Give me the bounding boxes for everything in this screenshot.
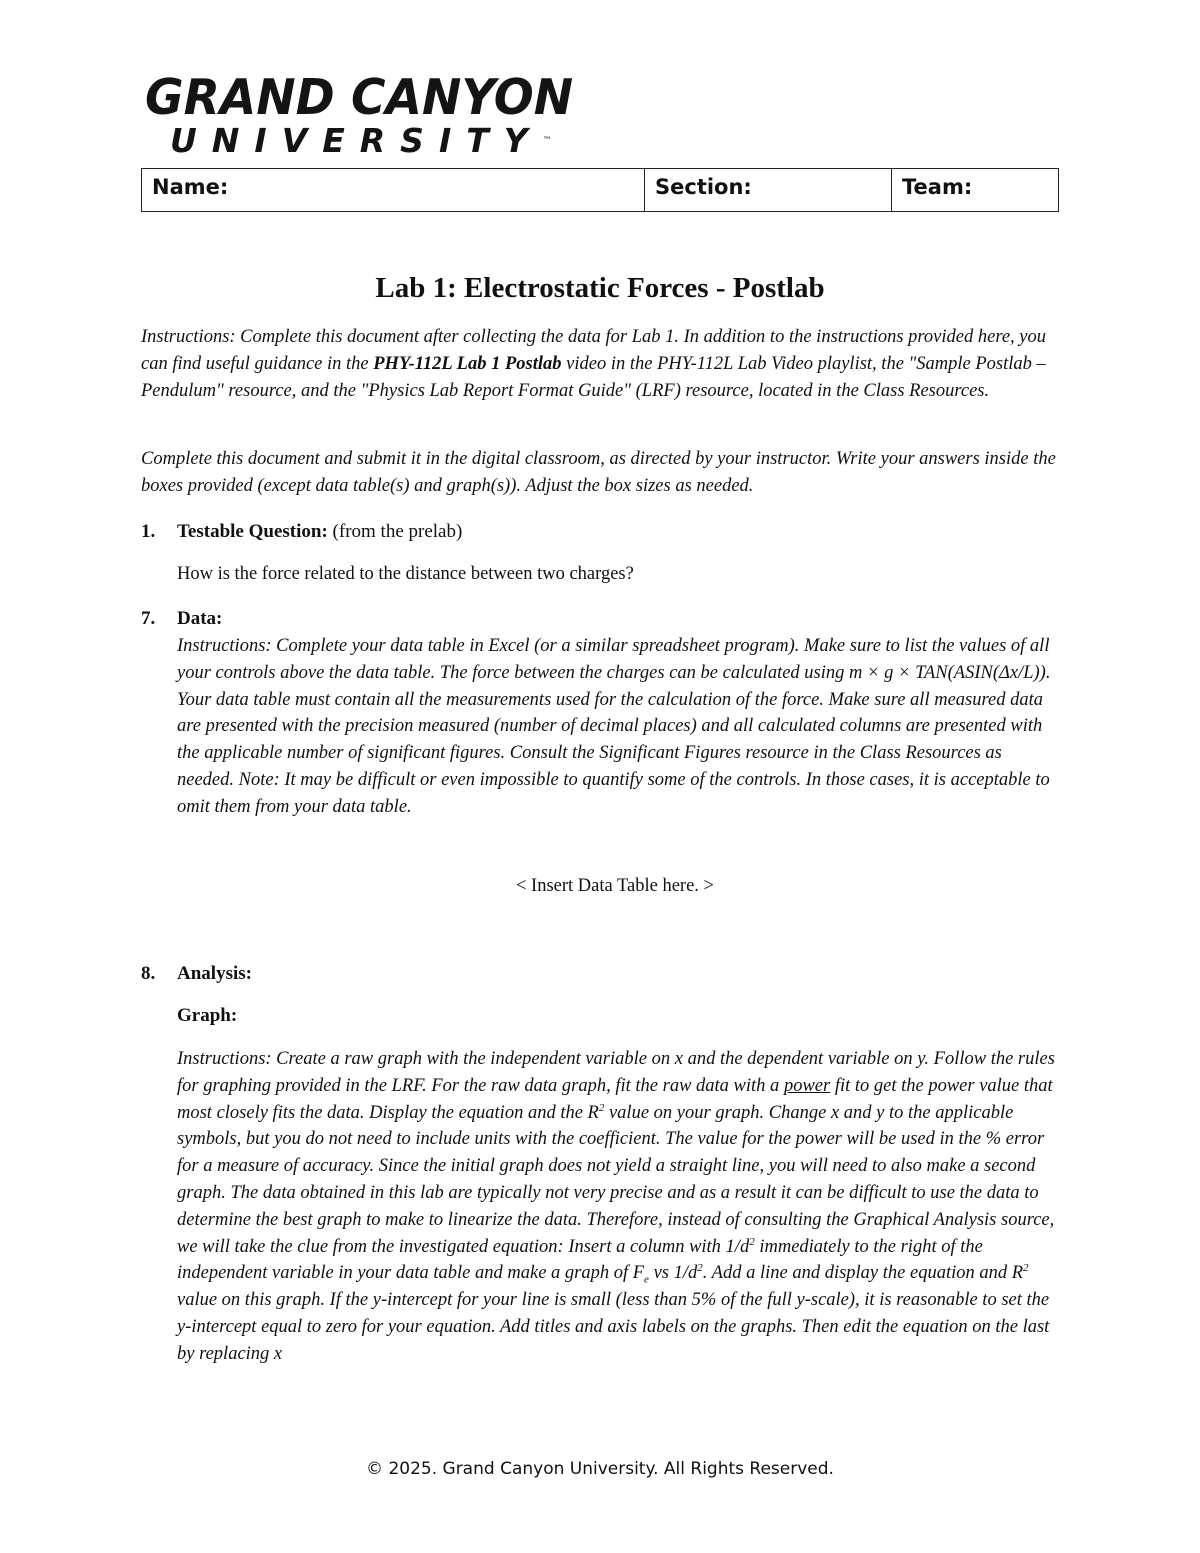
logo-line-1: GRAND CANYON [145,69,574,126]
data-table-placeholder[interactable]: < Insert Data Table here. > [516,876,714,896]
graph-text-3: value on your graph. Change x and y to the applicable symbols, but you do not need to include units with the coefficient. The value for the power will be used in the % error for a measure of accuracy. Since the initial graph does not yield a straight line, you will need to also make a second graph. The data obtained in this lab are typically not very precise and as a result it can be difficult to use the data to determine the best graph to make to linearize the data. Therefore, instead of consulting the Graphical Analysis source, we will take the clue from the investigated equation: Insert a column with 1/d [177,1102,1055,1257]
copyright-footer: © 2025. Grand Canyon University. All Rights Reserved. [366,1459,834,1479]
q8-heading [177,960,252,987]
q7-instructions: Instructions: Complete your data table in Excel (or a similar spreadsheet program). Make sure to list the values of all your controls above the data table. The force between the charges can be calculated using m × g × TAN(ASIN(Δx/L)). Your data table must contain all the measurements used for the calculation of the force. Make sure all measured data are presented with the precision measured (number of decimal places) and all calculated columns are presented with the applicable number of significant figures. Consult the Significant Figures resource in the Class Resources as needed. Note: It may be difficult or even impossible to quantify some of the controls. In those cases, it is acceptable to omit them from your data table. [177,636,1051,817]
name-cell[interactable]: Name: [142,169,645,211]
q1-note: (from the prelab) [327,521,463,542]
q7-heading-text: Data: [177,608,223,629]
logo-trademark: ™ [542,136,552,146]
q1-answer[interactable]: How is the force related to the distance between two charges? [177,564,634,584]
q8-number: 8. [141,963,156,984]
student-info-table [141,168,1059,212]
graph-text-5: vs 1/d [648,1263,698,1284]
video-name: PHY-112L Lab 1 Postlab [373,353,562,374]
graph-label-text: Graph: [177,1005,238,1026]
superscript-2: 2 [598,1101,605,1114]
logo-university: UNIVERSITY [170,121,543,160]
superscript-2: 2 [749,1235,755,1248]
page-title: Lab 1: Electrostatic Forces - Postlab [375,272,825,304]
graph-text-7: value on this graph. If the y-intercept for your line is small (less than 5% of the full y-scale), it is reasonable to set the y-intercept equal to zero for your equation. Add titles and axis labels on the graphs. Then edit the equation on the last by replacing x [177,1290,1050,1364]
graph-text-1: Instructions: Create a raw graph with the independent variable on x and the dependent variable on y. Follow the rules for graphing provided in the LRF. For the raw data graph, fit the raw data with a [177,1049,1055,1096]
logo-line-2 [170,121,555,160]
q1-number: 1. [141,521,156,542]
graph-label [177,1002,237,1029]
power-underlined: power [783,1075,831,1096]
graph-text-6: . Add a line and display the equation and R [702,1263,1024,1284]
university-logo [145,69,574,160]
graph-text-2: fit to get the power value that most closely fits the data. Display the equation and the R [177,1075,1053,1123]
intro-text-a: Instructions: Complete this document after collecting the data for Lab 1. In addition to the instructions provided here, you can find useful guidance in the [141,327,1047,374]
superscript-2: 2 [1023,1262,1029,1275]
q7-heading [177,605,222,632]
q8-heading-text: Analysis: [177,963,252,984]
graph-instructions [177,1046,1062,1368]
subscript-e: e [644,1274,649,1287]
q7-number: 7. [141,608,156,629]
intro-instructions [141,324,1061,404]
intro-text-b: video in the PHY-112L Lab Video playlist, the "Sample Postlab – Pendulum" resource, and the "Physics Lab Report Format Guide" (LRF) resource, located in the Class Resources. [141,353,1046,401]
q1-heading [177,518,462,545]
team-cell[interactable]: Team: [902,175,973,199]
superscript-2: 2 [697,1262,703,1275]
section-cell[interactable]: Section: [645,169,892,211]
submit-instructions: Complete this document and submit it in the digital classroom, as directed by your instructor. Write your answers inside the boxes provided (except data table(s) and graph(s)). Adjust the box sizes as needed. [141,449,1056,496]
graph-text-4: immediately to the right of the independent variable in your data table and make a graph of F [177,1236,983,1284]
q1-heading-text: Testable Question: [177,521,328,542]
